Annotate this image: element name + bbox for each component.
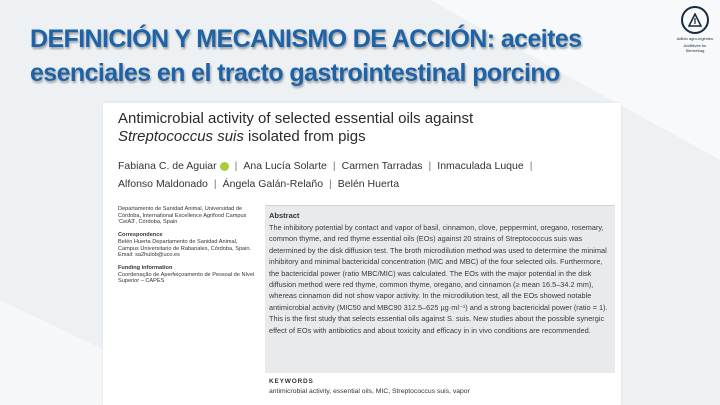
logo-line-2: Addiltivés for Sternetrag bbox=[683, 43, 707, 53]
abstract-heading: Abstract bbox=[269, 211, 300, 220]
correspondence-label: Correspondence bbox=[118, 232, 163, 239]
author-name: Ángela Galán-Relaño bbox=[222, 178, 324, 190]
funding-label: Funding information bbox=[118, 264, 173, 271]
author-name: Alfonso Maldonado bbox=[118, 178, 208, 190]
keywords-block bbox=[269, 378, 609, 395]
author-name: Carmen Tarradas bbox=[341, 160, 423, 172]
paper-title bbox=[118, 110, 608, 146]
triangle-logo-icon bbox=[681, 6, 709, 34]
paper-title-part2: isolated from pigs bbox=[243, 128, 366, 145]
paper-title-species: Streptococcus suis bbox=[118, 128, 244, 145]
orcid-icon[interactable] bbox=[220, 162, 229, 171]
logo-line-1: Adibio agro-ingénieu bbox=[676, 36, 714, 41]
paper-title-part1: Antimicrobial activity of selected essential oils against bbox=[118, 110, 474, 127]
slide-title: DEFINICIÓN Y MECANISMO DE ACCIÓN: aceites esenciales en el tracto gastrointestinal porcino bbox=[30, 25, 582, 87]
authors-row-2: Alfonso Maldonado | Ángela Galán-Relaño | Belén Huerta bbox=[118, 178, 400, 190]
company-logo bbox=[674, 6, 716, 68]
correspondence-text: Belén Huerta Departamento de Sanidad Animal, Campus Universitario de Rabanales, Córdoba, Spain. Email: sa2hulob@uco.es bbox=[118, 238, 252, 259]
author-list bbox=[118, 157, 613, 193]
correspondence-block bbox=[118, 232, 256, 259]
author-name: Belén Huerta bbox=[337, 178, 400, 190]
author-name: Ana Lucía Solarte bbox=[243, 160, 327, 172]
paper-sidebar bbox=[118, 206, 256, 291]
funding-block bbox=[118, 265, 256, 285]
abstract-box bbox=[265, 205, 615, 373]
paper-excerpt bbox=[103, 103, 621, 405]
authors-row-1: Fabiana C. de Aguiar | Ana Lucía Solarte | Carmen Tarradas | Inmaculada Luque | bbox=[118, 160, 533, 172]
affiliation: Departamento de Sanidad Animal, Universidad de Córdoba, International Excellence Agrifood Campus 'CeiA3', Córdoba, Spain bbox=[118, 206, 247, 226]
author-name: Inmaculada Luque bbox=[437, 160, 524, 172]
abstract-text: The inhibitory potential by contact and vapor of basil, cinnamon, clove, peppermint, oregano, rosemary, common thyme, and red thyme essential oils (EOs) against 20 strains of Streptococcus suis was determined by the disk diffusion test. The broth microdilution method was used to determine the minimal inhibitory and minimal bactericidal concentration (MIC and MBC) of the four selected oils. Furthermore, the bactericidal power (ratio MBC/MIC) was calculated. The EOs with the major potential in the disk diffusion method were red thyme, common thyme, oregano, and cinnamon (≥ mean 16.5–34.2 mm), whereas cinnamon did not show vapor activity. In the microdilution test, all the EOs showed notable antimicrobial activity (MIC50 and MBC90 312.5–625 µg·ml⁻¹) and a strong bactericidal power (ratio = 1). This is the first study that selects essential oils against S. suis. New studies about the possible synergic effect of EOs with antibiotics and about toxicity and efficacy in in vivo conditions are recommended. bbox=[269, 223, 608, 335]
keywords-heading: KEYWORDS bbox=[269, 378, 314, 385]
author-name: Fabiana C. de Aguiar bbox=[118, 160, 217, 172]
keywords-text: antimicrobial activity, essential oils, MIC, Streptococcus suis, vapor bbox=[269, 388, 470, 395]
funding-text: Coordenação de Aperfeiçoamento de Pessoal de Nível Superior – CAPES bbox=[118, 271, 255, 285]
